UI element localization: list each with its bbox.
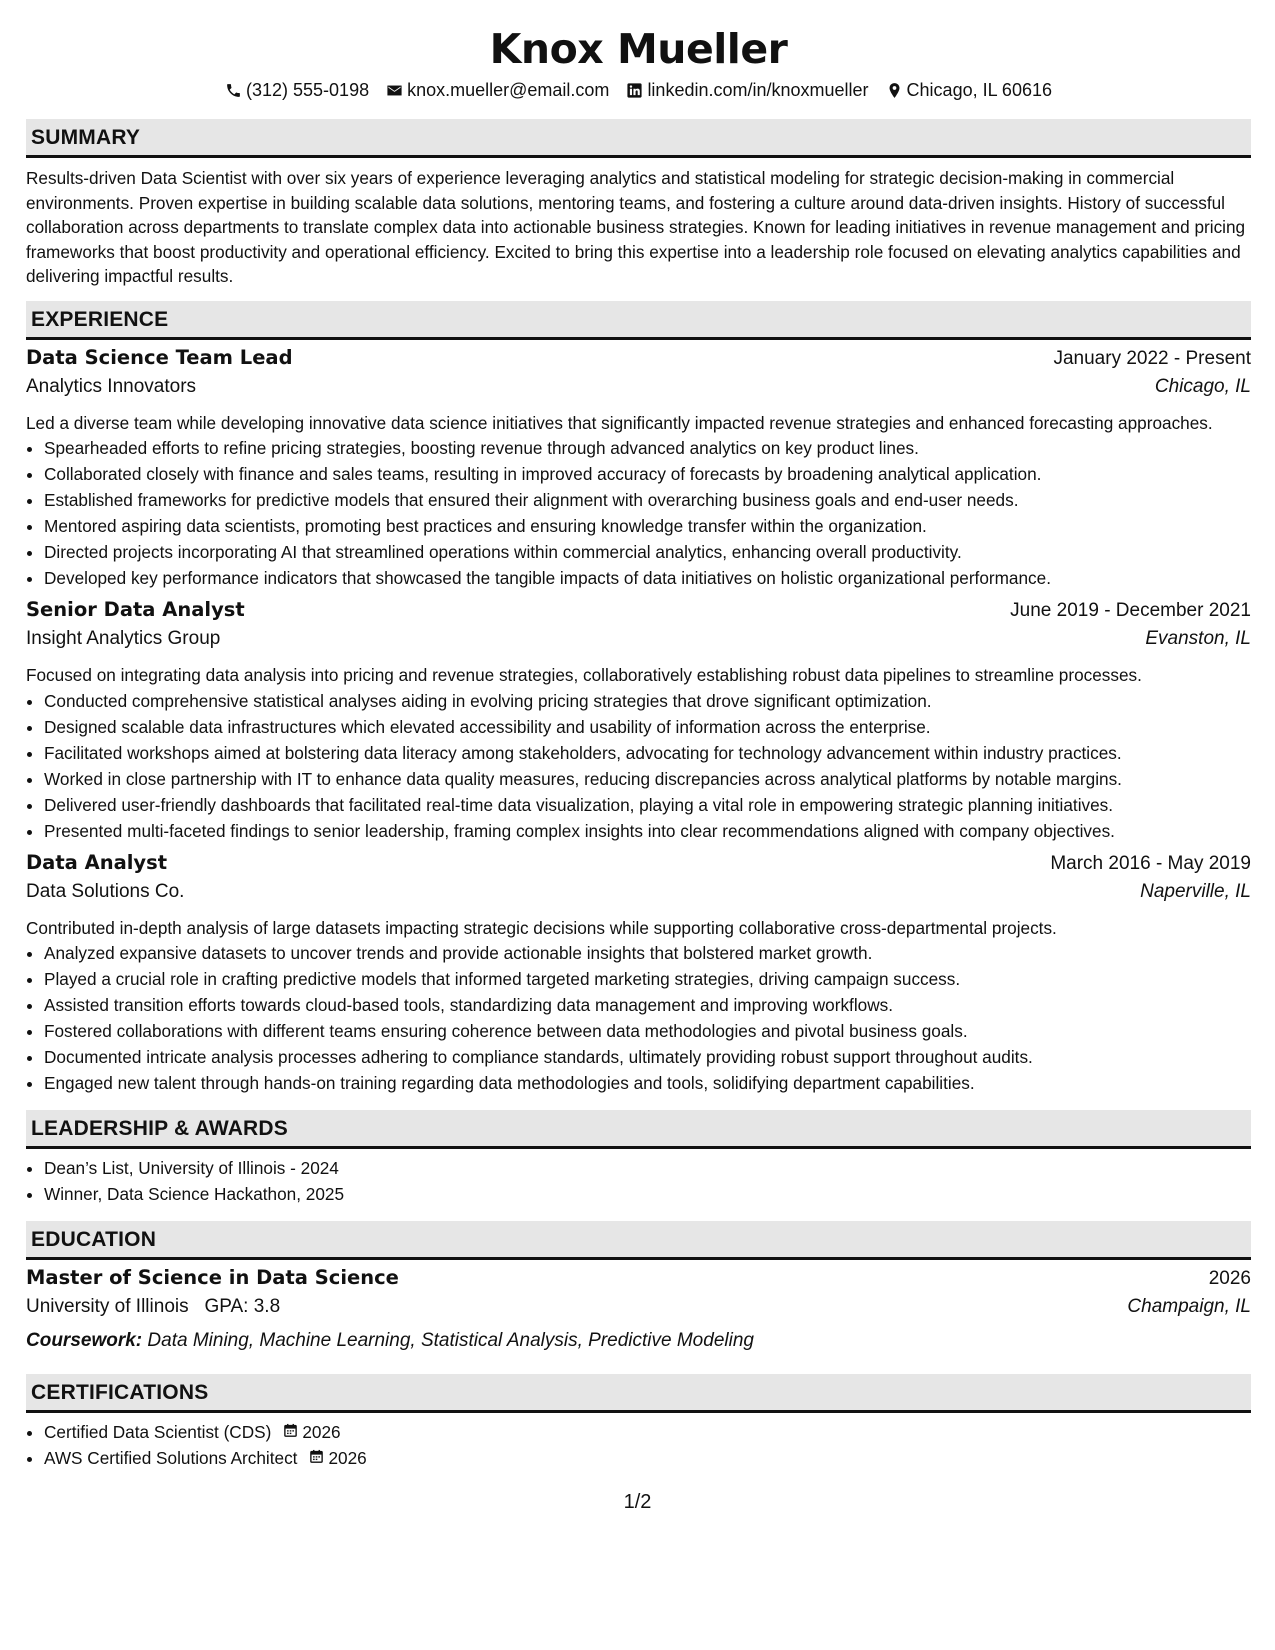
list-item: • Dean’s List, University of Illinois - 2024 — [44, 1155, 1251, 1181]
list-item: • Winner, Data Science Hackathon, 2025 — [44, 1181, 1251, 1207]
phone-icon — [225, 82, 242, 99]
list-item: • Mentored aspiring data scientists, promoting best practices and ensuring knowledge transfer within the organization. — [44, 513, 1251, 539]
section-heading-certifications: CERTIFICATIONS — [26, 1374, 1251, 1413]
list-item: • Directed projects incorporating AI that streamlined operations within commercial analytics, enhancing overall productivity. — [44, 539, 1251, 565]
section-heading-summary: SUMMARY — [26, 119, 1251, 158]
list-item: • Delivered user-friendly dashboards that facilitated real-time data visualization, playing a vital role in empowering strategic planning initiatives. — [44, 792, 1251, 818]
job-dates: January 2022 - Present — [1053, 347, 1251, 369]
coursework-list: Data Mining, Machine Learning, Statistical Analysis, Predictive Modeling — [147, 1330, 754, 1351]
email-text: knox.mueller@email.com — [407, 79, 610, 100]
list-item: • Assisted transition efforts towards cloud-based tools, standardizing data management and improving workflows. — [44, 992, 1251, 1018]
list-item: • Documented intricate analysis processes adhering to compliance standards, ultimately providing robust support throughout audits. — [44, 1044, 1251, 1070]
school-location: Champaign, IL — [1127, 1296, 1251, 1317]
list-item: • Collaborated closely with finance and sales teams, resulting in improved accuracy of forecasts by broadening analytical application. — [44, 461, 1251, 487]
section-heading-education: EDUCATION — [26, 1221, 1251, 1260]
job-entry — [26, 851, 1251, 1097]
education-entry — [26, 1266, 1251, 1356]
company-name: Analytics Innovators — [26, 375, 197, 397]
list-item: • Fostered collaborations with different teams ensuring coherence between data methodologies and pivotal business goals. — [44, 1018, 1251, 1044]
list-item: • Worked in close partnership with IT to enhance data quality measures, reducing discrepancies across analytical platforms by notable margins. — [44, 766, 1251, 792]
cert-year: 2026 — [328, 1448, 367, 1468]
list-item: • Analyzed expansive datasets to uncover trends and provide actionable insights that bolstered market growth. — [44, 940, 1251, 966]
awards-list — [26, 1155, 1251, 1207]
phone-text: (312) 555-0198 — [246, 79, 370, 100]
job-location: Chicago, IL — [1154, 375, 1251, 397]
list-item: • Conducted comprehensive statistical analyses aiding in evolving pricing strategies that drove significant optimization. — [44, 688, 1251, 714]
job-description: Led a diverse team while developing innovative data science initiatives that significantly impacted revenue strategies and enhanced forecasting approaches. — [26, 412, 1213, 433]
job-bullet-list — [26, 688, 1251, 844]
list-item: • Established frameworks for predictive models that ensured their alignment with overarching business goals and end-user needs. — [44, 487, 1251, 513]
certifications-list — [26, 1419, 1251, 1471]
job-location: Evanston, IL — [1145, 628, 1251, 649]
job-entry — [26, 346, 1251, 592]
company-name: Data Solutions Co. — [26, 880, 185, 902]
section-heading-awards: LEADERSHIP & AWARDS — [26, 1110, 1251, 1149]
job-title: Data Science Team Lead — [26, 345, 293, 369]
contact-bar — [26, 78, 1251, 102]
job-description: Contributed in-depth analysis of large datasets impacting strategic decisions while supporting collaborative cross-departmental projects. — [26, 917, 1057, 938]
contact-linkedin[interactable] — [626, 80, 868, 101]
company-name: Insight Analytics Group — [26, 628, 221, 649]
list-item: • Played a crucial role in crafting predictive models that informed targeted marketing strategies, driving campaign success. — [44, 966, 1251, 992]
cert-name: • Certified Data Scientist (CDS) — [44, 1422, 272, 1442]
list-item: • Facilitated workshops aimed at bolstering data literacy among stakeholders, advocating for technology advancement within industry practices. — [44, 740, 1251, 766]
coursework — [26, 1326, 1251, 1356]
list-item: • Presented multi-faceted findings to senior leadership, framing complex insights into clear recommendations aligned with company objectives. — [44, 818, 1251, 844]
cert-name: • AWS Certified Solutions Architect — [44, 1448, 298, 1468]
linkedin-icon — [626, 82, 643, 99]
contact-location — [886, 80, 1052, 101]
linkedin-text: linkedin.com/in/knoxmueller — [647, 79, 869, 100]
envelope-icon — [386, 82, 403, 99]
coursework-label: Coursework: — [26, 1330, 143, 1351]
resume-page — [26, 0, 1251, 1471]
job-bullet-list — [26, 435, 1251, 591]
contact-phone — [225, 80, 369, 101]
list-item: • Engaged new talent through hands-on training regarding data methodologies and tools, solidifying department capabilities. — [44, 1070, 1251, 1096]
candidate-name: Knox Mueller — [489, 25, 788, 73]
map-pin-icon — [886, 82, 903, 99]
job-title: Data Analyst — [26, 850, 168, 874]
job-title: Senior Data Analyst — [26, 598, 245, 621]
cert-year: 2026 — [302, 1422, 341, 1442]
job-dates: March 2016 - May 2019 — [1050, 852, 1251, 874]
job-bullet-list — [26, 940, 1251, 1096]
contact-email[interactable] — [386, 80, 609, 101]
calendar-icon — [271, 1419, 302, 1445]
list-item: • Developed key performance indicators that showcased the tangible impacts of data initiatives on holistic organizational performance. — [44, 565, 1251, 591]
page-number: 1/2 — [623, 1491, 652, 1513]
job-entry — [26, 598, 1251, 844]
section-heading-experience: EXPERIENCE — [26, 301, 1251, 340]
list-item — [44, 1445, 1251, 1471]
list-item — [44, 1419, 1251, 1445]
job-location: Naperville, IL — [1140, 880, 1251, 902]
school-name: University of Illinois — [26, 1296, 189, 1317]
list-item: • Designed scalable data infrastructures which elevated accessibility and usability of information across the enterprise. — [44, 714, 1251, 740]
gpa: GPA: 3.8 — [204, 1296, 281, 1317]
list-item: • Spearheaded efforts to refine pricing strategies, boosting revenue through advanced analytics on key product lines. — [44, 435, 1251, 461]
calendar-icon — [297, 1445, 328, 1471]
location-text: Chicago, IL 60616 — [906, 79, 1052, 100]
degree-title: Master of Science in Data Science — [26, 1266, 399, 1289]
summary-text: Results-driven Data Scientist with over six years of experience leveraging analytics and statistical modeling for strategic decision-making in commercial environments. Proven expertise in building scalable data solutions, mentoring teams, and fostering a culture around data-driven insights. History of successful collaboration across departments to translate complex data into actionable business strategies. Known for leading initiatives in revenue management and pricing frameworks that boost productivity and operational efficiency. Excited to bring this expertise into a leadership role focused on elevating analytics capabilities and delivering impactful results. — [26, 168, 1246, 286]
job-description: Focused on integrating data analysis into pricing and revenue strategies, collaboratively establishing robust data pipelines to streamline processes. — [26, 665, 1142, 685]
job-dates: June 2019 - December 2021 — [1010, 600, 1251, 621]
graduation-year: 2026 — [1208, 1268, 1251, 1289]
